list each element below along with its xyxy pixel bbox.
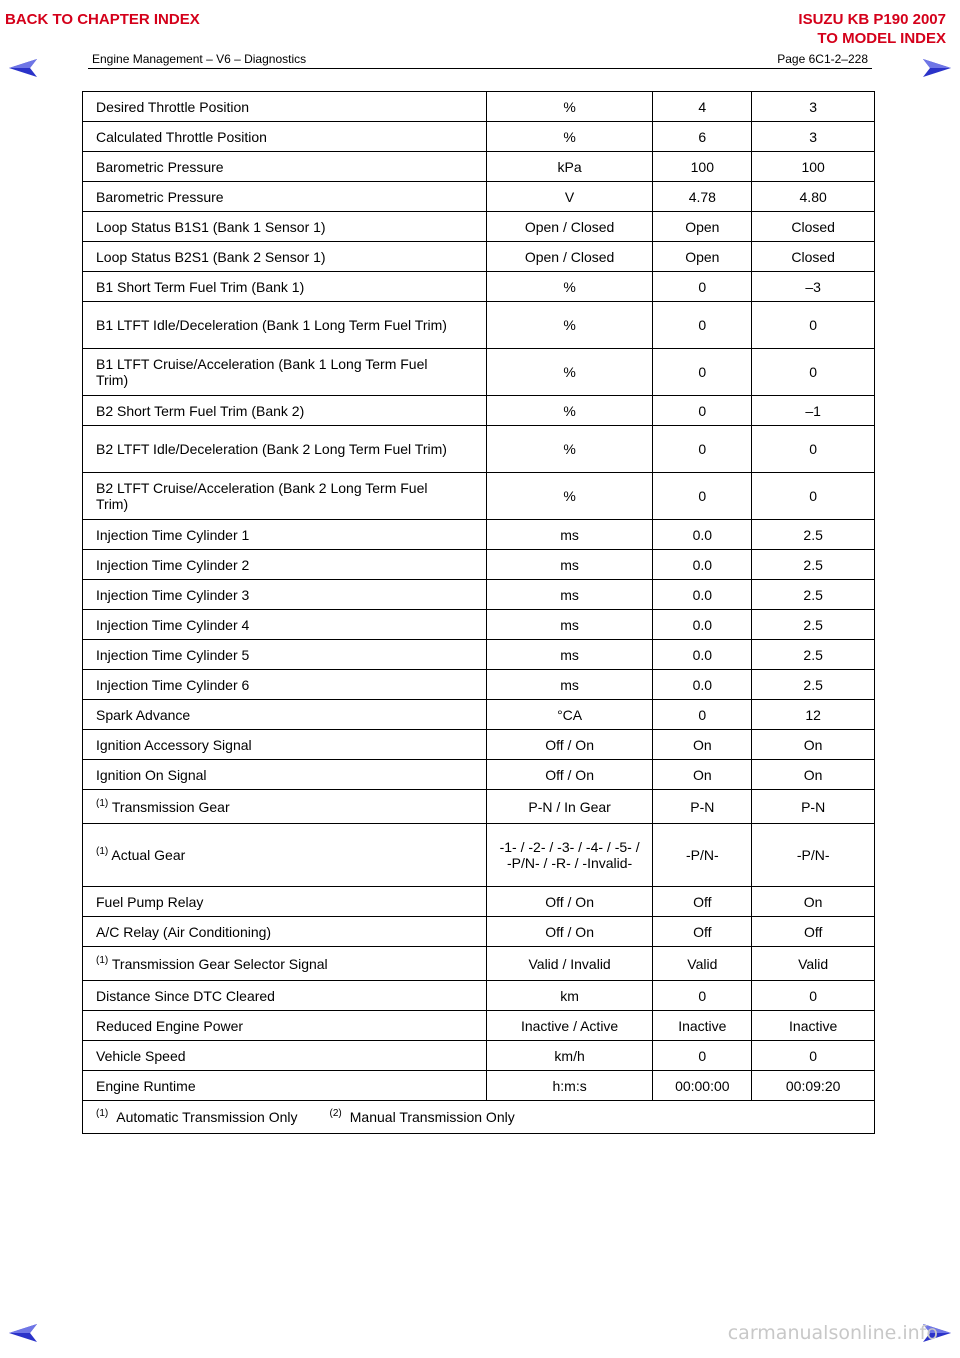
value-1-cell: 0.0 (653, 670, 752, 700)
param-cell (83, 917, 487, 947)
unit-cell: -1- / -2- / -3- / -4- / -5- / -P/N- / -R- / -Invalid- (486, 824, 652, 887)
param-label: Injection Time Cylinder 2 (96, 556, 250, 573)
footnote-text: Manual Transmission Only (349, 1109, 515, 1125)
unit-cell: V (486, 182, 652, 212)
param-label: Vehicle Speed (96, 1047, 186, 1064)
param-label: B2 LTFT Idle/Deceleration (Bank 2 Long Term Fuel Trim) (96, 441, 447, 457)
unit-cell: % (486, 349, 652, 396)
param-cell (83, 242, 487, 272)
value-1-cell: 0.0 (653, 610, 752, 640)
param-label: B1 LTFT Idle/Deceleration (Bank 1 Long Term Fuel Trim) (96, 317, 447, 333)
value-2-cell: 2.5 (752, 640, 875, 670)
value-2-cell: Off (752, 917, 875, 947)
table-row (83, 824, 875, 887)
param-label: Injection Time Cylinder 4 (96, 616, 250, 633)
table-row (83, 670, 875, 700)
footnotes-cell (83, 1101, 875, 1134)
value-1-cell: 4 (653, 92, 752, 122)
param-label: Ignition On Signal (96, 766, 207, 783)
value-2-cell: 3 (752, 122, 875, 152)
table-row (83, 212, 875, 242)
param-cell (83, 520, 487, 550)
value-2-cell: 0 (752, 981, 875, 1011)
value-1-cell: 0 (653, 272, 752, 302)
diagnostic-data-table (82, 91, 875, 1134)
value-1-cell: 0 (653, 1041, 752, 1071)
value-1-cell: 0 (653, 396, 752, 426)
param-label: Fuel Pump Relay (96, 893, 204, 910)
param-label: Reduced Engine Power (96, 1017, 244, 1034)
model-title-link[interactable]: ISUZU KB P190 2007 (798, 11, 946, 28)
table-row (83, 700, 875, 730)
value-2-cell: 2.5 (752, 520, 875, 550)
param-cell (83, 700, 487, 730)
value-2-cell: 100 (752, 152, 875, 182)
value-2-cell: 0 (752, 349, 875, 396)
unit-cell: % (486, 92, 652, 122)
next-page-icon[interactable] (922, 57, 952, 79)
table-row (83, 122, 875, 152)
unit-cell: P-N / In Gear (486, 790, 652, 824)
value-2-cell: 4.80 (752, 182, 875, 212)
value-1-cell: 0.0 (653, 520, 752, 550)
value-2-cell: 12 (752, 700, 875, 730)
unit-cell: h:m:s (486, 1071, 652, 1101)
footnote-marker: (2) (329, 1108, 342, 1119)
param-cell (83, 640, 487, 670)
unit-cell: % (486, 302, 652, 349)
param-label: Injection Time Cylinder 3 (96, 586, 250, 603)
table-row (83, 152, 875, 182)
table-row (83, 1041, 875, 1071)
param-label: B1 LTFT Cruise/Acceleration (Bank 1 Long Term Fuel Trim) (96, 356, 428, 388)
param-cell (83, 824, 487, 887)
prev-page-icon[interactable] (8, 57, 38, 79)
param-cell (83, 790, 487, 824)
footnote-marker: (1) (96, 954, 109, 966)
table-row (83, 242, 875, 272)
table-row (83, 92, 875, 122)
value-1-cell: P-N (653, 790, 752, 824)
unit-cell: Inactive / Active (486, 1011, 652, 1041)
param-cell (83, 272, 487, 302)
value-2-cell: 2.5 (752, 610, 875, 640)
param-label: A/C Relay (Air Conditioning) (96, 923, 272, 940)
value-2-cell: 2.5 (752, 670, 875, 700)
table-row (83, 887, 875, 917)
value-2-cell: 0 (752, 302, 875, 349)
unit-cell: % (486, 122, 652, 152)
value-1-cell: 0.0 (653, 550, 752, 580)
table-row (83, 790, 875, 824)
value-2-cell: –3 (752, 272, 875, 302)
value-2-cell: 00:09:20 (752, 1071, 875, 1101)
value-2-cell: 0 (752, 473, 875, 520)
unit-cell: Off / On (486, 887, 652, 917)
table-row (83, 580, 875, 610)
value-2-cell: 0 (752, 426, 875, 473)
param-label: Spark Advance (96, 706, 191, 723)
value-2-cell: 2.5 (752, 550, 875, 580)
value-2-cell: Closed (752, 212, 875, 242)
unit-cell: km/h (486, 1041, 652, 1071)
param-cell (83, 760, 487, 790)
value-2-cell: 3 (752, 92, 875, 122)
param-cell (83, 92, 487, 122)
footnote-marker: (1) (96, 1108, 109, 1119)
param-cell (83, 1041, 487, 1071)
table-row (83, 473, 875, 520)
value-1-cell: Open (653, 212, 752, 242)
unit-cell: ms (486, 580, 652, 610)
table-row (83, 947, 875, 981)
table-row (83, 610, 875, 640)
table-row (83, 396, 875, 426)
param-cell (83, 349, 487, 396)
param-cell (83, 981, 487, 1011)
unit-cell: % (486, 272, 652, 302)
value-2-cell: On (752, 730, 875, 760)
param-cell (83, 580, 487, 610)
param-cell (83, 1011, 487, 1041)
param-label: B1 Short Term Fuel Trim (Bank 1) (96, 278, 305, 295)
unit-cell: ms (486, 670, 652, 700)
back-to-chapter-index-link[interactable]: BACK TO CHAPTER INDEX (5, 11, 200, 28)
param-label: B2 Short Term Fuel Trim (Bank 2) (96, 402, 305, 419)
table-row (83, 550, 875, 580)
table-row (83, 272, 875, 302)
watermark: carmanualsonline.info (727, 1322, 938, 1344)
param-cell (83, 947, 487, 981)
table-row (83, 917, 875, 947)
header-rule (88, 68, 872, 69)
unit-cell: Valid / Invalid (486, 947, 652, 981)
param-label: Calculated Throttle Position (96, 128, 267, 145)
param-cell (83, 550, 487, 580)
footnote-marker: (1) (96, 846, 109, 857)
page-header-section-title: Engine Management – V6 – Diagnostics (92, 52, 307, 66)
to-model-index-link[interactable]: TO MODEL INDEX (817, 30, 946, 47)
footnote-marker: (1) (96, 797, 109, 809)
value-1-cell: Open (653, 242, 752, 272)
value-1-cell: 100 (653, 152, 752, 182)
param-label: Barometric Pressure (96, 158, 224, 175)
page-header-page-number: Page 6C1-2–228 (777, 52, 868, 66)
param-label: Transmission Gear Selector Signal (111, 955, 328, 972)
footnote (96, 1109, 298, 1125)
footnote-text: Automatic Transmission Only (116, 1109, 298, 1125)
unit-cell: ms (486, 640, 652, 670)
table-row (83, 182, 875, 212)
value-1-cell: Off (653, 887, 752, 917)
unit-cell: % (486, 396, 652, 426)
param-label: Desired Throttle Position (96, 98, 250, 115)
param-label: Distance Since DTC Cleared (96, 987, 275, 1004)
prev-page-icon[interactable] (8, 1322, 38, 1344)
table-row (83, 640, 875, 670)
value-1-cell: 0 (653, 302, 752, 349)
param-cell (83, 1071, 487, 1101)
param-cell (83, 152, 487, 182)
value-2-cell: On (752, 887, 875, 917)
param-cell (83, 670, 487, 700)
unit-cell: Open / Closed (486, 242, 652, 272)
param-label: Injection Time Cylinder 1 (96, 526, 250, 543)
value-2-cell: Closed (752, 242, 875, 272)
value-1-cell: 0 (653, 700, 752, 730)
value-1-cell: -P/N- (653, 824, 752, 887)
param-label: Loop Status B2S1 (Bank 2 Sensor 1) (96, 248, 326, 265)
param-cell (83, 473, 487, 520)
value-2-cell: 0 (752, 1041, 875, 1071)
unit-cell: % (486, 473, 652, 520)
param-cell (83, 887, 487, 917)
param-label: Injection Time Cylinder 6 (96, 676, 250, 693)
param-label: Barometric Pressure (96, 188, 224, 205)
unit-cell: ms (486, 550, 652, 580)
param-cell (83, 396, 487, 426)
value-1-cell: On (653, 730, 752, 760)
table-row (83, 981, 875, 1011)
value-1-cell: 0 (653, 981, 752, 1011)
param-cell (83, 212, 487, 242)
param-cell (83, 426, 487, 473)
unit-cell: % (486, 426, 652, 473)
value-1-cell: 0 (653, 349, 752, 396)
value-1-cell: 0.0 (653, 580, 752, 610)
unit-cell: ms (486, 610, 652, 640)
value-1-cell: Inactive (653, 1011, 752, 1041)
value-1-cell: 00:00:00 (653, 1071, 752, 1101)
value-2-cell: Valid (752, 947, 875, 981)
unit-cell: ms (486, 520, 652, 550)
table-row (83, 349, 875, 396)
table-row (83, 520, 875, 550)
value-1-cell: 0.0 (653, 640, 752, 670)
param-cell (83, 302, 487, 349)
unit-cell: km (486, 981, 652, 1011)
param-cell (83, 182, 487, 212)
unit-cell: Open / Closed (486, 212, 652, 242)
param-label: Ignition Accessory Signal (96, 736, 252, 753)
param-cell (83, 730, 487, 760)
value-1-cell: 0 (653, 426, 752, 473)
value-2-cell: Inactive (752, 1011, 875, 1041)
value-2-cell: 2.5 (752, 580, 875, 610)
param-label: Loop Status B1S1 (Bank 1 Sensor 1) (96, 218, 326, 235)
table-row (83, 302, 875, 349)
unit-cell: Off / On (486, 917, 652, 947)
param-cell (83, 122, 487, 152)
param-label: Transmission Gear (111, 798, 230, 815)
unit-cell: Off / On (486, 760, 652, 790)
value-2-cell: On (752, 760, 875, 790)
unit-cell: Off / On (486, 730, 652, 760)
param-label: Engine Runtime (96, 1077, 196, 1094)
value-2-cell: -P/N- (752, 824, 875, 887)
footnotes-row (83, 1101, 875, 1134)
table-row (83, 426, 875, 473)
param-label: Injection Time Cylinder 5 (96, 646, 250, 663)
value-1-cell: 6 (653, 122, 752, 152)
table-row (83, 1071, 875, 1101)
value-2-cell: –1 (752, 396, 875, 426)
value-2-cell: P-N (752, 790, 875, 824)
value-1-cell: On (653, 760, 752, 790)
value-1-cell: 4.78 (653, 182, 752, 212)
value-1-cell: Off (653, 917, 752, 947)
value-1-cell: Valid (653, 947, 752, 981)
unit-cell: °CA (486, 700, 652, 730)
table-row (83, 1011, 875, 1041)
param-cell (83, 610, 487, 640)
param-label: Actual Gear (111, 847, 186, 863)
table-row (83, 760, 875, 790)
footnote (330, 1109, 515, 1125)
unit-cell: kPa (486, 152, 652, 182)
value-1-cell: 0 (653, 473, 752, 520)
param-label: B2 LTFT Cruise/Acceleration (Bank 2 Long Term Fuel Trim) (96, 480, 428, 512)
table-row (83, 730, 875, 760)
